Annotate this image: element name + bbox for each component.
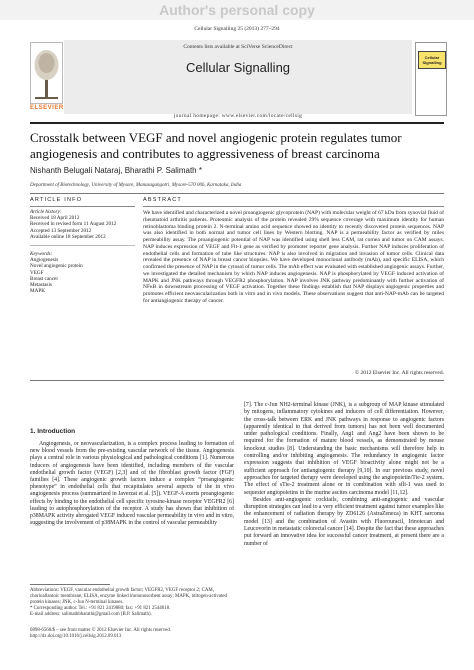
contents-line: Contents lists available at SciVerse ScienceDirect bbox=[183, 44, 293, 50]
paragraph: [7]. The c-Jun NH2-terminal kinase (JNK), is a subgroup of MAP kinase stimulated by mitogens, inflammatory cytokines and inducers of cell differentiation. However, the cross-talk between ERK and JNK pathways in response to angiogenic factors (apparently identical to that derived from tumors) has not been well documented under pathological conditions. Finally, Ang1 and Ang2 have been shown to be required for the formation of mature blood vessels, as demonstrated by mouse knockout studies [8]. Understanding the basic mechanisms will therefore help in controlling and/or inhibiting angiogenesis. The redundancy in angiogenic factor expression suggests that inhibition of VEGF bioactivity alone might not be a sufficient approach for antiangiogenic therapy [9,10]. In our previous study, novel approaches for targeted therapy were developed using the angiopoietin/Tie-2 system. The effect of sTie-2 treatment alone or in combination with sflt-1 was used to sequester angiopoietins in the murine ascites carcinoma model [11,12]. bbox=[244, 402, 444, 496]
journal-cover bbox=[415, 42, 447, 116]
divider bbox=[30, 380, 444, 381]
footnote-corresponding: * Corresponding author. Tel.: +91 821 2419880; fax: +91 821 2544818. bbox=[30, 605, 171, 611]
abstract-heading: ABSTRACT bbox=[143, 197, 182, 203]
divider bbox=[30, 206, 135, 207]
journal-citation: Cellular Signalling 25 (2013) 277–294 bbox=[194, 26, 280, 32]
watermark: Author's personal copy bbox=[0, 0, 474, 20]
abstract-text: We have identified and characterized a novel proangiogenic glycoprotein (NAP) with molecular weight of 67 kDa from synovial fluid of rheumatoid arthritis patients. Proteomic analysis of the protein revealed 29% sequence coverage with maximum identity for human retinoblastoma binding protein 2. N-terminal amino acid sequence showed no identity to recently discovered protein sequences. NAP was also identified in both normal and tumor cell lines by Western blotting. NAP is a permeability factor as verified by miles permeability assay. The proangiogenic potential of NAP was identified using shell less CAM, rat cornea and tumor on CAM assays. NAP induces expression of VEGF and Flt-1 gene as verified by promoter reporter gene analysis. Further NAP induces proliferation of endothelial cells and formation of tube like structures. NAP is also involved in migration and invasion of tumor cells. Clinical data revealed the presence of NAP in breast cancer biopsies. We have developed monoclonal antibody (mAb), and specific ELISA, which confirmed the presence of NAP in the cytosol of tumor cells. The mAb effect was evaluated with established angiogenic assays. Further, we investigated the detailed mechanism by which NAP induces angiogenesis. NAP is phosphorylated by VEGF induced activation of MAPK and JNK pathways through VEGFR2 phosphorylation. NAP involves JNK pathway predominantly with further activation of NFκB in downstream processing of VEGF activation. Together these findings establish that NAP displays angiogenic properties and promotes efficient neovascularization both in vitro and in vivo models. These observations suggest that anti-NAP-mAb can be targeted for antiangiogenic therapy of cancer. bbox=[143, 210, 444, 304]
intro-left-column bbox=[30, 441, 234, 527]
divider bbox=[30, 245, 135, 246]
journal-banner bbox=[64, 40, 412, 114]
paragraph: Besides anti-angiogenic cocktails, combining anti-angiogenic and vascular disruption strategies can lead to a very efficient treatment against tumor examples like the enhancement of radiation therapy by ZD6126 (AstraZeneca) in KHT sarcoma model [13] and the combination of Avastin with Fluorouracil, Irinotecan and Leucovorin in metastatic colorectal cancer [14]. Despite the fact that these approaches put forward an innovative idea for successful cancer treatment, at present there are a number of bbox=[244, 496, 444, 547]
history-item: Received 18 April 2012 bbox=[30, 215, 80, 222]
history-label: Article history: bbox=[30, 209, 62, 215]
keywords-label: Keywords: bbox=[30, 251, 53, 257]
article-info-heading: ARTICLE INFO bbox=[30, 197, 83, 203]
elsevier-logo bbox=[30, 42, 63, 116]
footnote-abbreviations: Abbreviations: VEGF, vascular endothelial growth factor; VEGFR2, VEGF receptor 2; CAM, chorioallantoic membrane; ELISA, enzyme linked immunosorbent assay; MAPK, mitogen-activated protein kinases; JNK, c-Jun N-terminal kinases. bbox=[30, 588, 227, 605]
footnotes bbox=[30, 588, 234, 618]
authors: Nishanth Belugali Nataraj, Bharathi P. Salimath * bbox=[30, 166, 202, 175]
keyword: Angiogenesis bbox=[30, 257, 59, 264]
divider bbox=[30, 193, 444, 194]
keyword: Breast cancer bbox=[30, 275, 59, 282]
affiliation: Department of Biotechnology, University of Mysore, Manasagangotri, Mysore-570 006, Karnataka, India bbox=[30, 183, 242, 188]
journal-homepage-link[interactable]: journal homepage: www.elsevier.com/locate/cellsig bbox=[173, 113, 303, 119]
divider bbox=[143, 206, 444, 207]
intro-right-column bbox=[244, 402, 444, 548]
history-item: Accepted 13 September 2012 bbox=[30, 227, 92, 234]
keyword: Metastasis bbox=[30, 282, 52, 289]
issn-line: 0898-6568/$ – see front matter © 2012 Elsevier Inc. All rights reserved. bbox=[30, 628, 172, 633]
history-item: Received in revised form 11 August 2012 bbox=[30, 221, 117, 228]
footnote-email[interactable]: E-mail address: salimathbharathi@gmail.com (B.P. Salimath). bbox=[30, 611, 152, 617]
keyword: VEGF bbox=[30, 269, 44, 276]
paragraph: Angiogenesis, or neovascularization, is a complex process leading to formation of new blood vessels from the pre-existing vascular network of the tissue. Angiogenesis plays a central role in various physiological and pathological conditions [1]. Numerous inducers of angiogenesis have been identified, including members of the vascular endothelial growth factor (VEGF) [2,3] and of the fibroblast growth factor (FGF) families [4]. These angiogenic growth factors induce a complex “proangiogenic phenotype” in endothelial cells that recapitulates several aspects of the in vivo angiogenesis process (summarized in Javerzat et al. [5]). VEGF-A exerts proangiogenic effects by binding to the endothelial cell specific tyrosine-kinase receptor VEGFR2 [6] leading to autophosphorylation of the receptor. A study has shown that inhibition of p38MAPK activity abrogated VEGF induced vascular permeability in vivo and in vitro, suggesting the involvement of p38MAPK in the control of vascular permeability bbox=[30, 441, 234, 527]
history-item: Available online 18 September 2012 bbox=[30, 233, 106, 240]
publisher-logo-text: ELSEVIER bbox=[30, 105, 64, 111]
footnote-rule bbox=[30, 584, 110, 585]
keywords bbox=[30, 251, 135, 294]
article-history bbox=[30, 209, 135, 240]
keyword: MAPK bbox=[30, 288, 45, 295]
header-rule bbox=[30, 122, 444, 124]
publication-info bbox=[30, 628, 330, 640]
keyword: Novel angiogenic protein bbox=[30, 263, 83, 270]
copyright: © 2012 Elsevier Inc. All rights reserved. bbox=[354, 370, 444, 376]
section-heading: 1. Introduction bbox=[30, 428, 76, 435]
article-title: Crosstalk between VEGF and novel angiogenic protein regulates tumor angiogenesis and contributes to aggressiveness of breast carcinoma bbox=[30, 130, 402, 161]
cover-title: Cellular Signalling bbox=[418, 51, 446, 69]
doi-link[interactable]: http://dx.doi.org/10.1016/j.cellsig.2012.09.013 bbox=[30, 634, 122, 639]
journal-title: Cellular Signalling bbox=[185, 60, 291, 75]
tree-icon bbox=[30, 42, 63, 104]
